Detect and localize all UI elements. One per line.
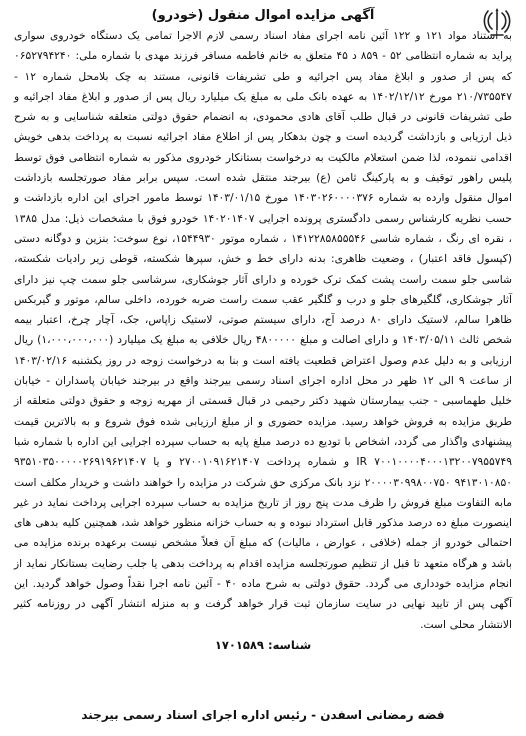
- tracking-label: شناسه:: [267, 637, 312, 652]
- notice-title: آگهی مزایده اموال منقول (خودرو): [151, 8, 375, 23]
- tracking-id: [14, 635, 512, 655]
- signature: فضه رمضانی اسفدن - رئیس اداره اجرای اسناد رسمی بیرجند: [81, 708, 445, 722]
- iran-emblem-icon: [482, 6, 512, 40]
- notice-body: به استناد مواد ۱۲۱ و ۱۲۲ آئین نامه اجرای مفاد اسناد رسمی لازم الاجرا تمامی یک دستگاه خودروی سواری پراید به شماره انتظامی ۵۲ - ۸۵۹ د ۴۵ متعلق به خانم فاطمه مسافر فرزند مهدی با شماره ملی: ۰۶۵۲۷۹۴۲۴۰ که پس از صدور و ابلاغ مفاد پس اجرائیه و طی تشریفات قانونی، مستند به چک بلامحل شماره ۱۲ - ۲۱۰/۷۳۵۵۴۷ مورخ ۱۴۰۲/۱۲/۱۲ به عهده بانک ملی به مبلغ یک میلیارد ریال پس از صدور و ابلاغ مفاد اجرائیه و طی تشریفات قانونی در قبال طلب آقای هادی محمودی، به انضمام حقوق دولتی متعلقه شناسایی و به شرح ذیل ارزیابی و بازداشت گردیده است و چون بدهکار پس از اطلاع مفاد اجرائیه نسبت به پرداخت بدهی خویش اقدامی ننموده، لذا ضمن استعلام مالکیت به درخواست بستانکار خودروی مذکور به شماره انتظامی فوق توسط پلیس راهور توقیف و به پارکینگ ثامن (ع) بیرجند منتقل شده است. سپس برابر مفاد صورتجلسه بازداشت اموال منقول وارده به شماره ۱۴۰۳۰۲۶۰۰۰۰۳۷۶ مورخ ۱۴۰۳/۰۱/۱۵ توسط مامور اجرای این اداره بازداشت و حسب نظریه کارشناس رسمی دادگستری پرونده اجرایی ۱۴۰۲۰۱۴۰۷ خودرو فوق با مشخصات ذیل: مدل ۱۳۸۵ ، نقره ای رنگ ، شماره شاسی ۱۴۱۲۲۸۵۸۵۵۵۴۶ ، شماره موتور ۱۵۴۴۹۳۰، نوع سوخت: بنزین و دوگانه دستی (کپسول فاقد اعتبار) ، وضعیت ظاهری: بدنه دارای خط و خش، سپرها شکسته، قوطی زیر رادیات شکسته، شاسی جلو سمت راست پشت کمک ترک خورده و دارای آثار جوشکاری، سرشاسی جلو سمت چپ نیز دارای آثار جوشکاری، گلگیرهای جلو و درب و گلگیر عقب سمت راست ضربه خورده، داخلی سالم، موتور و گیربکس ظاهرا سالم، لاستیک دارای ۸۰ درصد آج، دارای سیستم صوتی، لاستیک زاپاس، جک، آچار چرخ، اعتبار بیمه شخص ثالث ۱۴۰۳/۰۵/۱۱ و دارای اصالت و مبلغ ۴۸۰۰۰۰۰ ریال خلافی به مبلغ یک میلیارد (۱،۰۰۰،۰۰۰،۰۰۰) ریال ارزیابی و به دلیل عدم وصول اعتراض قطعیت یافته است و بنا به درخواست زوجه در روز یکشنبه ۱۴۰۳/۰۲/۱۶ از ساعت ۹ الی ۱۲ ظهر در محل اداره اجرای اسناد رسمی بیرجند واقع در بیرجند خیابان پاسداران - خیابان خلیل طهماسبی - جنب بیمارستان شهید دکتر رحیمی در قبال قسمتی از مهریه زوجه و حقوق دولتی متعلقه از طریق مزایده به فروش خواهد رسید. مزایده حضوری و از مبلغ ارزیابی شده فوق شروع و به بالاترین قیمت پیشنهادی واگذار می گردد، اشخاص با تودیع ده درصد مبلغ پایه به حساب سپرده اجرایی این اداره با شماره شبا IR ۷۰۰۱۰۰۰۰۴۰۰۰۱۳۲۰۰۷۹۵۵۷۴۹ و شماره پرداخت ۲۷۰۰۱۰۹۱۶۲۱۴۰۷ و یا ۹۳۵۱۰۳۵۰۰۰۰۰۲۶۹۱۹۶۲۱۴۰۷ ۹۴۱۳۰۱۰۸۵۰ ۲۰۰۰۰۳۰۹۹۸۰۰۷۵۰ نزد بانک مرکزی حق شرکت در مزایده را خواهند داشت و خریدار مکلف است مابه التفاوت مبلغ فروش را ظرف مدت پنج روز از تاریخ مزایده به حساب سپرده اجرایی پرداخت نماید در غیر اینصورت مبلغ ده درصد مذکور قابل استرداد نبوده و به حساب خزانه منظور خواهد شد، همچنین کلیه بدهی های احتمالی خودرو از جمله (خلافی ، عوارض ، مالیات) که مبلغ آن فعلاً مشخص نیست برعهده برنده مزایده می باشد و هرگاه متعهد تا قبل از تنظیم صورتجلسه مزایده اقدام به پرداخت بدهی یا جلب رضایت بستانکار نماید از انجام مزایده خودداری می گردد. حقوق دولتی به شرح ماده ۴۰ - آئین نامه اجرا نقداً وصول خواهد گردید. این آگهی پس از تایید نهایی در سایت سازمان ثبت قرار خواهد گرفت و به منزله انتشار آگهی در روزنامه کثیر الانتشار محلی است.: [14, 29, 513, 631]
- tracking-number: ۱۷۰۱۵۸۹: [214, 637, 264, 652]
